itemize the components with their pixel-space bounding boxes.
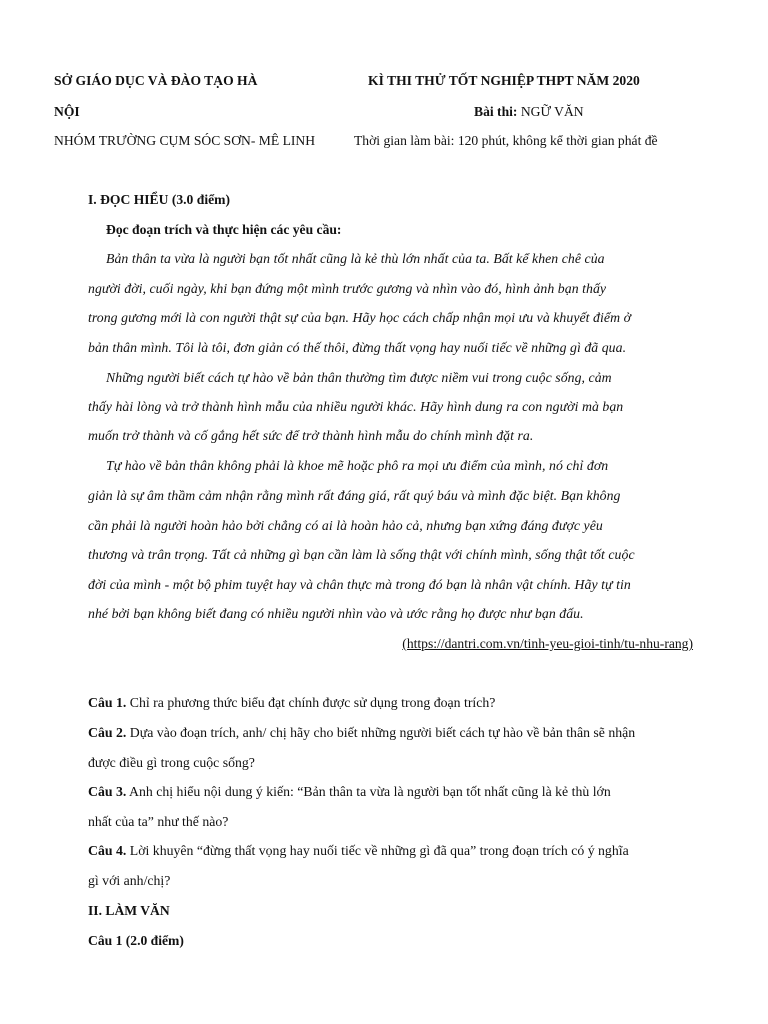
passage-line: giản là sự âm thầm cảm nhận rằng mình rất đáng giá, rất quý báu và mình đặc biệt. Bạn không xyxy=(88,488,621,503)
header-school-group: NHÓM TRƯỜNG CỤM SÓC SƠN- MÊ LINH xyxy=(54,133,316,148)
question-label: Câu 2. xyxy=(88,725,127,740)
passage-line: trong gương mới là con người thật sự của bạn. Hãy học cách chấp nhận mọi ưu và khuyết điểm ở xyxy=(88,310,631,325)
section1-heading: I. ĐỌC HIỂU (3.0 điểm) xyxy=(88,192,230,207)
question-3 xyxy=(88,784,611,800)
question-text: Anh chị hiểu nội dung ý kiến: “Bản thân ta vừa là người bạn tốt nhất cũng là kẻ thù lớn xyxy=(129,784,611,799)
question-text: Chỉ ra phương thức biểu đạt chính được sử dụng trong đoạn trích? xyxy=(129,695,496,710)
passage-line: thương và trân trọng. Tất cả những gì bạn cần làm là sống thật với chính mình, sống thật tốt cuộc xyxy=(88,547,635,562)
header-department-cont: NỘI xyxy=(54,104,80,119)
section1-instruction: Đọc đoạn trích và thực hiện các yêu cầu: xyxy=(106,222,342,237)
question-2-cont: được điều gì trong cuộc sống? xyxy=(88,755,255,770)
source-link[interactable]: (https://dantri.com.vn/tinh-yeu-gioi-tinh/tu-nhu-rang) xyxy=(402,636,693,651)
question-2 xyxy=(88,725,635,741)
passage-line: đời của mình - một bộ phim tuyệt hay và chân thực mà trong đó bạn là nhân vật chính. Hãy tự tin xyxy=(88,577,631,592)
passage-line: Tự hào về bản thân không phải là khoe mẽ hoặc phô ra mọi ưu điểm của mình, nó chỉ đơn xyxy=(106,458,609,473)
header-department: SỞ GIÁO DỤC VÀ ĐÀO TẠO HÀ xyxy=(54,73,258,88)
question-4 xyxy=(88,843,629,859)
exam-subject xyxy=(474,104,584,120)
exam-subject-label: Bài thi: xyxy=(474,104,518,119)
question-3-cont: nhất của ta” như thế nào? xyxy=(88,814,229,829)
question-text: Dựa vào đoạn trích, anh/ chị hãy cho biết những người biết cách tự hào về bản thân sẽ nhận xyxy=(129,725,636,740)
passage-line: thấy hài lòng và trở thành hình mẫu của nhiều người khác. Hãy hình dung ra con người mà bạn xyxy=(88,399,624,414)
question-4-cont: gì với anh/chị? xyxy=(88,873,171,888)
passage-line: bản thân mình. Tôi là tôi, đơn giản có thế thôi, đừng thất vọng hay nuối tiếc về những gì đã qua. xyxy=(88,340,627,355)
exam-title: KÌ THI THỬ TỐT NGHIỆP THPT NĂM 2020 xyxy=(368,73,640,88)
passage-line: Những người biết cách tự hào về bản thân thường tìm được niềm vui trong cuộc sống, cảm xyxy=(106,370,612,385)
question-1 xyxy=(88,695,495,711)
passage-line: Bản thân ta vừa là người bạn tốt nhất cũng là kẻ thù lớn nhất của ta. Bất kể khen chê của xyxy=(106,251,605,266)
question-text: Lời khuyên “đừng thất vọng hay nuối tiếc về những gì đã qua” trong đoạn trích có ý nghĩa xyxy=(129,843,629,858)
section2-heading: II. LÀM VĂN xyxy=(88,903,170,918)
passage-line: nhé bởi bạn không biết đang có nhiều người nhìn vào và ước rằng họ được như bạn đấu. xyxy=(88,606,584,621)
passage-line: người đời, cuối ngày, khi bạn đứng một mình trước gương và nhìn vào đó, hình ảnh bạn thấy xyxy=(88,281,607,296)
section2-question-1: Câu 1 (2.0 điểm) xyxy=(88,933,184,948)
question-label: Câu 4. xyxy=(88,843,127,858)
question-label: Câu 3. xyxy=(88,784,127,799)
passage-line: cần phải là người hoàn hảo bởi chẳng có ai là hoàn hảo cả, nhưng bạn xứng đáng được yêu xyxy=(88,518,603,533)
exam-subject-value: NGỮ VĂN xyxy=(520,104,584,119)
exam-duration: Thời gian làm bài: 120 phút, không kể thời gian phát đề xyxy=(354,133,658,148)
passage-line: muốn trở thành và cố gắng hết sức để trở thành hình mẫu do chính mình đặt ra. xyxy=(88,428,534,443)
question-label: Câu 1. xyxy=(88,695,127,710)
